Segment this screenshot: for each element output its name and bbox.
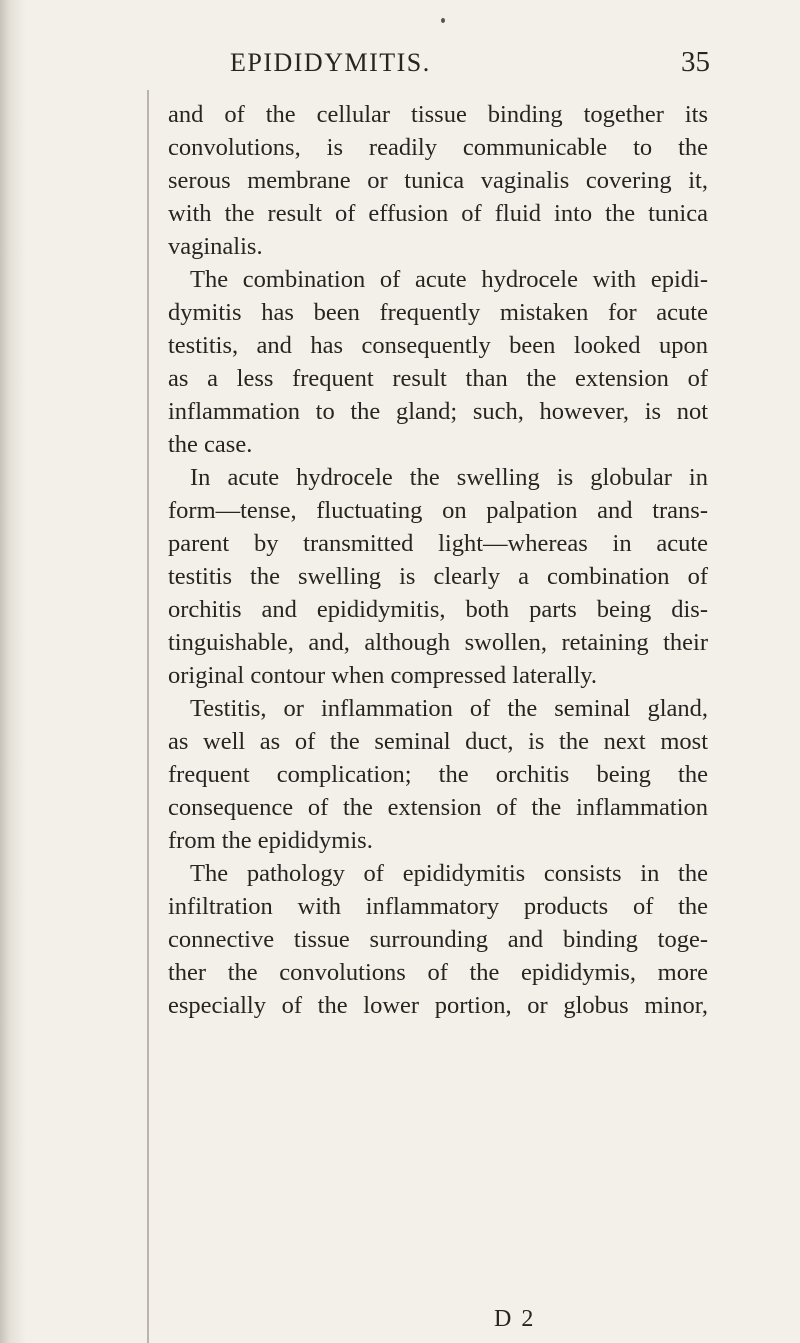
text-line: original contour when compressed laterally. — [168, 662, 598, 689]
text-line: In acute hydrocele the swelling is globular in — [190, 464, 708, 491]
body-text — [168, 98, 708, 1022]
text-line: The pathology of epididymitis consists in the — [190, 860, 708, 887]
text-line: form—tense, fluctuating on palpation and trans- — [168, 497, 708, 524]
text-line: as well as of the seminal duct, is the next most — [168, 728, 708, 755]
text-line: convolutions, is readily communicable to the — [168, 134, 708, 161]
text-line: infiltration with inflammatory products of the — [168, 893, 708, 920]
text-line: from the epididymis. — [168, 827, 373, 854]
text-line: connective tissue surrounding and binding toge- — [168, 926, 708, 953]
text-line: consequence of the extension of the inflammation — [168, 794, 708, 821]
text-line: as a less frequent result than the extension of — [168, 365, 708, 392]
text-line: testitis, and has consequently been looked upon — [168, 332, 708, 359]
text-line: especially of the lower portion, or globus minor, — [168, 992, 708, 1019]
text-line: frequent complication; the orchitis being the — [168, 761, 708, 788]
text-line: and of the cellular tissue binding together its — [168, 101, 708, 128]
page-number: 35 — [681, 46, 710, 78]
text-line: dymitis has been frequently mistaken for acute — [168, 299, 708, 326]
page-header — [150, 44, 710, 92]
text-line: vaginalis. — [168, 233, 263, 260]
text-line: The combination of acute hydrocele with epidi- — [190, 266, 708, 293]
text-line: tinguishable, and, although swollen, retaining their — [168, 629, 708, 656]
text-line: Testitis, or inflammation of the seminal gland, — [190, 695, 708, 722]
text-line: with the result of effusion of fluid into the tunica — [168, 200, 708, 227]
text-line: serous membrane or tunica vaginalis covering it, — [168, 167, 708, 194]
text-line: testitis the swelling is clearly a combination of — [168, 563, 708, 590]
text-line: inflammation to the gland; such, however, is not — [168, 398, 708, 425]
binding-gutter-shadow — [147, 90, 149, 1343]
text-line: parent by transmitted light—whereas in acute — [168, 530, 708, 557]
print-speck — [441, 18, 445, 23]
running-head: EPIDIDYMITIS. — [230, 48, 431, 77]
signature-mark: D 2 — [494, 1306, 536, 1332]
text-line: orchitis and epididymitis, both parts being dis- — [168, 596, 708, 623]
text-line: ther the convolutions of the epididymis, more — [168, 959, 708, 986]
text-line: the case. — [168, 431, 253, 458]
